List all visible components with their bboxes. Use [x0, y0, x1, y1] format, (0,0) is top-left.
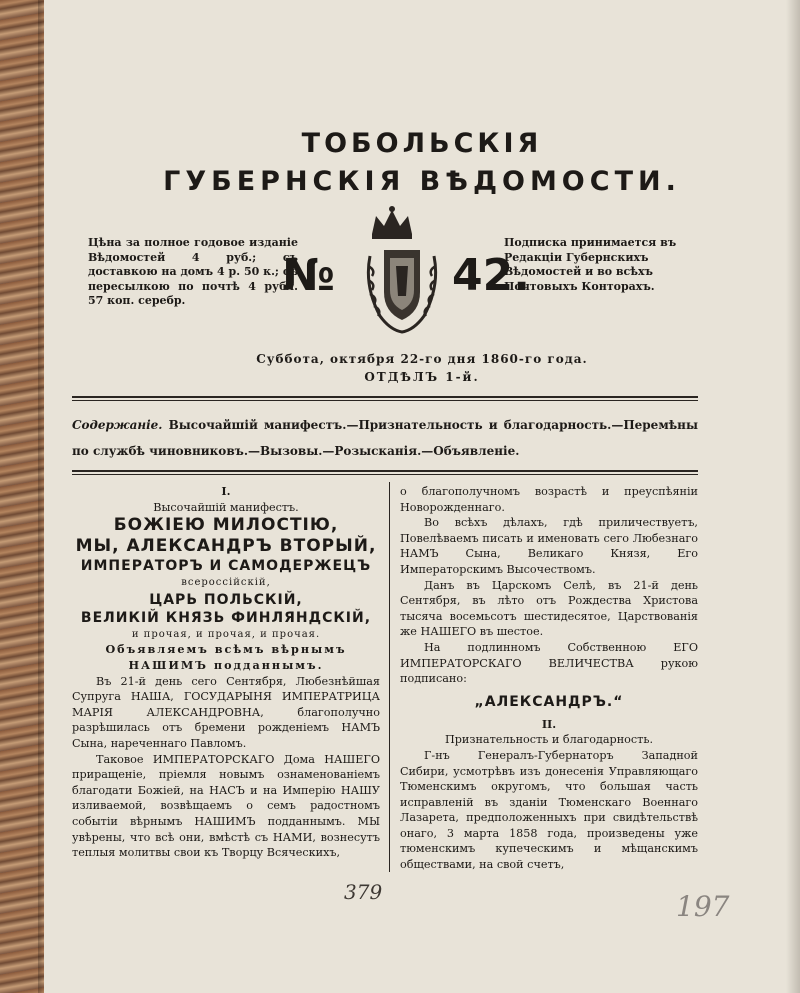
price-notice: Цѣна за полное годовое изданiе Вѣдомостей 4 руб.; съ доставкою на домъ 4 р. 50 к.; съ пересылкою по почтѣ 4 рубл. 57 коп. серебр.	[88, 236, 298, 307]
manifesto-paragraph: На подлинномъ Собственною ЕГО ИМПЕРАТОРСКАГО ВЕЛИЧЕСТВА рукою подписано:	[400, 640, 698, 686]
issue-number: 42.	[452, 250, 530, 301]
manifesto-title-line: и прочая, и прочая, и прочая.	[131, 628, 321, 640]
contents-label: Содержанiе.	[72, 418, 163, 432]
manifesto-paragraph: Въ 21-й день сего Сентября, Любезнѣйшая Супруга НАША, ГОСУДАРЫНЯ ИМПЕРАТРИЦА МАРIЯ АЛЕКСАНДРОВНА, благополучно разрѣшилась отъ бремени рожденiемъ НАМЪ Сына, нареченнаго Павломъ.	[72, 674, 380, 750]
manifesto-paragraph: Данъ въ Царскомъ Селѣ, въ 21-й день Сентября, въ лѣто отъ Рождества Христова тысяча восемьсотъ шестидесятое, Царствованiя же НАШЕГО въ шестое.	[400, 578, 698, 639]
issue-number-sign: №	[282, 250, 335, 301]
manifesto-title-line: ЦАРЬ ПОЛЬСКIЙ,	[149, 591, 303, 608]
manifesto-title-line: всероссiйскiй,	[181, 577, 271, 589]
section-number: II.	[541, 716, 557, 731]
rule-divider	[72, 474, 698, 475]
handwritten-page-number: 379	[344, 880, 383, 904]
contents-summary	[72, 412, 698, 464]
imperial-crown-icon	[362, 204, 422, 240]
section-heading: Высочайшiй манифестъ.	[153, 500, 299, 514]
masthead-title-line1: ТОБОЛЬСКIЯ	[301, 128, 543, 159]
masthead-title-line2: ГУБЕРНСКIЯ ВѢДОМОСТИ.	[163, 166, 681, 197]
manifesto-title-line: БОЖIЕЮ МИЛОСТIЮ,	[113, 515, 339, 536]
right-column	[400, 484, 698, 873]
newspaper-page	[44, 0, 800, 993]
rule-divider	[72, 470, 698, 472]
article-paragraph: Г-нъ Генералъ-Губернаторъ Западной Сибири, усмотрѣвъ изъ донесенiя Управляющаго Тюменскимъ округомъ, что большая часть исправленiй въ зданiи Тюменскаго Военнаго Лазарета, предположенныхъ при свидѣтельствѣ онаго, 3 марта 1858 года, произведены уже тюменскимъ купеческимъ и мѣщанскимъ обществами, на свой счетъ,	[400, 748, 698, 872]
section-heading: Признательность и благодарность.	[444, 733, 654, 747]
left-column	[72, 484, 380, 861]
subscription-notice: Подписка принимается въ Редакцiи Губернскихъ Вѣдомостей и во всѣхъ Почтовыхъ Конторахъ.	[504, 236, 677, 293]
manifesto-paragraph: Во всѣхъ дѣлахъ, гдѣ приличествуетъ, Повелѣваемъ писать и именовать сего Любезнаго НАМЪ Сына, Великаго Князя, Его Императорскимъ Высочествомъ.	[400, 516, 698, 576]
section-number: I.	[221, 484, 231, 498]
manifesto-title-line: ИМПЕРАТОРЪ И САМОДЕРЖЕЦЪ	[80, 558, 372, 575]
manifesto-paragraph: Таковое ИМПЕРАТОРСКАГО Дома НАШЕГО приращенiе, прiемля новымъ ознаменованiемъ благодати Божiей, на НАСЪ и на Имперiю НАШУ изливаемой, возвѣщаемъ о семъ радостномъ событiи вѣрнымъ НАШИМЪ подданнымъ. МЫ увѣрены, что всѣ они, вмѣстѣ съ НАМИ, вознесутъ теплыя молитвы свои къ Творцу Всяческихъ,	[72, 752, 380, 860]
contents-text: Высочайшiй манифестъ.—Признательность и благодарность.—Перемѣны по службѣ чиновниковъ.—Вызовы.—Розысканiя.—Объявленiе.	[72, 418, 698, 458]
handwritten-folio-number: 197	[676, 890, 730, 923]
book-spine-binding	[0, 0, 44, 993]
column-divider	[389, 482, 390, 872]
manifesto-title-line: ВЕЛИКIЙ КНЯЗЬ ФИНЛЯНДСКIЙ,	[80, 609, 372, 626]
issue-date: Суббота, октября 22-го дня 1860-го года.	[256, 352, 588, 366]
manifesto-paragraph: о благополучномъ возрастѣ и преуспѣянiи Новорожденнаго.	[400, 485, 698, 514]
coat-of-arms-emblem-icon	[362, 236, 442, 336]
manifesto-title-line: МЫ, АЛЕКСАНДРЪ ВТОРЫЙ,	[75, 536, 377, 557]
rule-divider	[72, 396, 698, 398]
section-title: ОТДѢЛЪ 1-й.	[364, 370, 480, 384]
rule-divider	[72, 400, 698, 401]
manifesto-announcement: Объявляемъ всѣмъ вѣрнымъ НАШИМЪ подданнымъ.	[105, 642, 347, 672]
signature: „АЛЕКСАНДРЪ.“	[474, 693, 624, 710]
